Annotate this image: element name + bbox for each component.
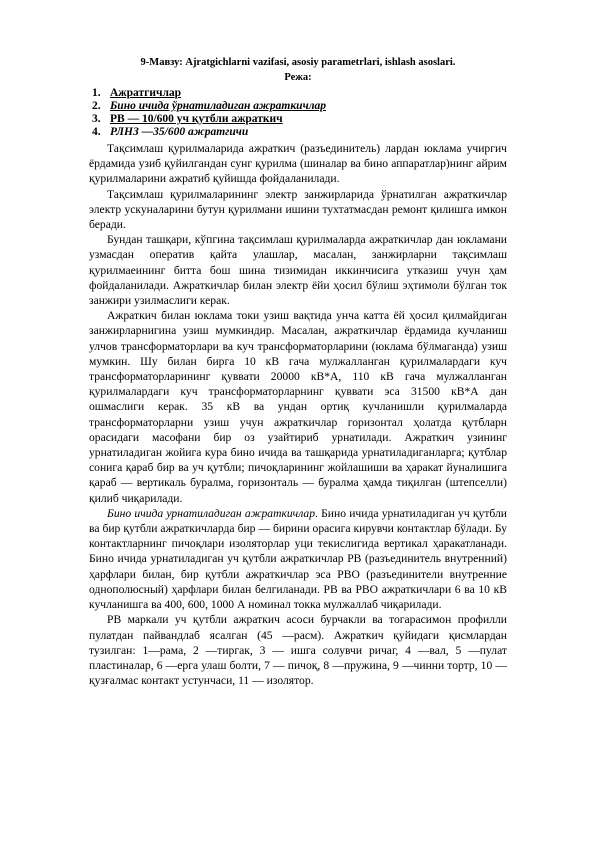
plan-item-number: 4.	[92, 126, 101, 138]
plan-item-text: РЛНЗ —35/600 ажратгичи	[110, 126, 249, 138]
paragraph	[89, 232, 507, 308]
paragraph-text: Ажраткич билан юклама токи узиш вақтида унча катта ёй ҳосил қилмайдиган занжирларнигина узиш мумкиндир. Масалан, ажраткичлар ёрдамида кучланиш улчов трансформаторлари ва куч трансформаторларини (юклама бўлмаганда) узиш мумкин. Шу билан бирга 10 кВ гача мулжалланган қурилмалардаги куч трансформаторларининг қуввати 20000 кВ*А, 110 кВ гача мулжалланган қурилмалардаги куч трансформаторларнинг қуввати эса 31500 кВ*А дан ошмаслиги керак. 35 кВ ва ундан ортиқ кучланишли қурилмаларда трансформаторларни узиш учун ажраткичлар горизонтал ҳолатда қутбларн орасидаги масофани бир оз узайтириб урнатилади. Ажраткич узининг урнатиладиган жойига кура бино ичида ва ташқарида урнатиладиганларга; қутблар сонига қараб бир ва уч қутбли; пичоқларининг жойлашиши ва ҳаракат йуналишига қараб — вертикаль буралма, горизонталь — буралма ҳамда тиқилган (штепселли) қилиб чиқарилади.	[89, 309, 507, 505]
page-title: 9-Мавзу: Ajratgichlarni vazifasi, asosiy parametrlari, ishlash asoslari.	[140, 57, 456, 68]
body-text	[89, 141, 507, 688]
paragraph-text: РВ маркали уч қутбли ажраткич асоси бурчакли ва тогарасимон профилли пулатдан пайвандлаб ясалган (45 —расм). Ажраткич қуйидаги қисмлардан тузилган: 1—рама, 2 —тиргак, 3 — ишга солувчи ричаг, 4 —вал, 5 —пулат пластиналар, 6 —ерга улаш болти, 7 — пичоқ, 8 —пружина, 9 —чинни тортр, 10 — қузғалмас контакт устунчаси, 11 — изолятор.	[89, 613, 507, 688]
paragraph-text: Тақсимлаш қурилмаларида ажраткич (разъединитель) лардан юклама учиргич ёрдамида узиб қуйилгандан сунг қурилма (шиналар ва бино аппаратлар)нинг айрим қурилмаларини ажратиб қуйишда фойдаланилади.	[89, 142, 507, 186]
paragraph	[89, 141, 507, 187]
plan-heading: Режа:	[284, 72, 312, 83]
plan-item-text: Ажратгичлар	[110, 87, 182, 99]
plan-item-text: Бино ичида ўрнатиладиган ажраткичлар	[110, 100, 327, 112]
paragraph	[89, 308, 507, 506]
paragraph	[89, 187, 507, 233]
paragraph	[89, 612, 507, 688]
paragraph-lead-italic: Бино ичида урнатиладиган ажраткичлар	[107, 506, 315, 520]
paragraph-text: Тақсимлаш қурилмаларининг электр занжирларида ўрнатилган ажраткичлар электр ускуналарини бутун қурилмани ишини тухтатмасдан ремонт қилишга имкон беради.	[89, 187, 507, 232]
plan-item-number: 2.	[92, 100, 101, 112]
plan-item	[92, 113, 326, 126]
paragraph	[89, 506, 507, 612]
plan-list	[92, 87, 326, 139]
plan-item-number: 1.	[92, 87, 101, 99]
paragraph-text: Бундан ташқари, кўпгина тақсимлаш қурилмаларда ажраткичлар дан юкламани узмасдан оператив қайта улашлар, масалан, занжирларни тақсимлаш қурилмаеининг битта бош шина тизимидан иккинчисига утказиш учун ҳам фойдаланилади. Ажраткичлар билан электр ёйи ҳосил бўлиш эҳтимоли бўлган ток занжири узилмаслиги керак.	[89, 233, 507, 308]
plan-item	[92, 87, 326, 100]
paragraph-text: . Бино ичида урнатиладиган уч қутбли ва бир қутбли ажраткичларда бир — бирини орасига кирувчи контактлар бўлади. Бу контактларнинг пичоқлари изоляторлар уци текислигида вертикал ҳаракатланади. Бино ичида урнатиладиган уч қутбли ажраткичлар РВ (разъединитель внутренний) ҳарфлари билан, бир қутбли ажраткичлар эса РВО (разъединители внутренние однополюсный) ҳарфлари билан белгиланади. РВ ва РВО ажраткичлари 6 ва 10 кВ кучланишга ва 400, 600, 1000 А номинал токка мулжаллаб чиқарилади.	[89, 506, 507, 612]
plan-item-number: 3.	[92, 113, 101, 125]
plan-item	[92, 100, 326, 113]
plan-item	[92, 126, 326, 139]
plan-item-text: РВ — 10/600 уч қутбли ажраткич	[110, 113, 283, 125]
